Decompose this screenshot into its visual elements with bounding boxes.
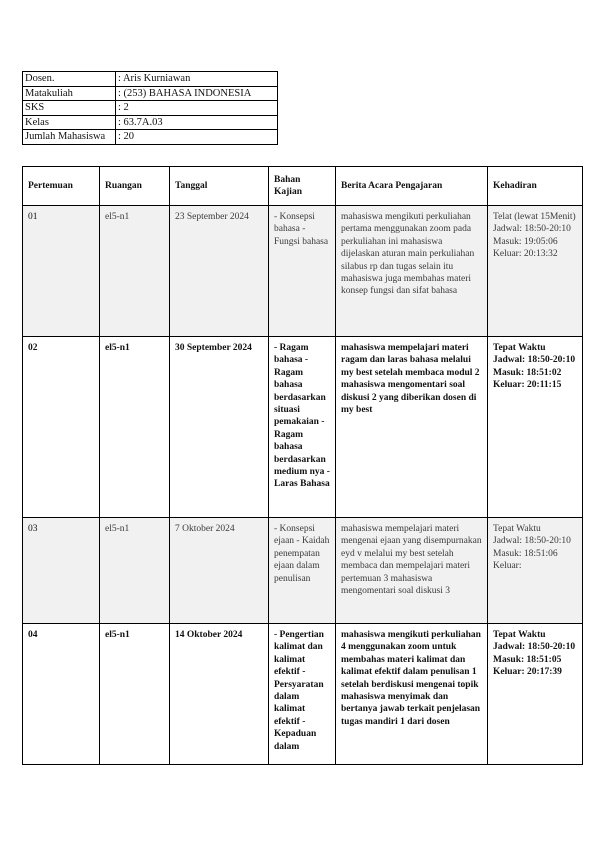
header-bahan-kajian: Bahan Kajian [269,167,336,206]
cell-berita-acara: mahasiswa mengikuti perkuliahan pertama menggunakan zoom pada perkuliahan ini mahasiswa dijelaskan aturan main perkuliahan silabus rp dan tugas selain itu mahasiswa juga membahas materi konsep fungsi dan sifat bahasa [336,206,488,337]
cell-kehadiran [488,206,583,337]
table-row [23,624,583,765]
attendance-keluar: Keluar: 20:11:15 [493,380,562,391]
cell-kehadiran [488,337,583,518]
header-kehadiran: Kehadiran [488,167,583,206]
info-row-kelas [23,115,278,130]
attendance-masuk: Masuk: 19:05:06 [493,236,558,247]
attendance-keluar: Keluar: 20:13:32 [493,249,558,260]
attendance-jadwal: Jadwal: 18:50-20:10 [493,355,576,366]
info-row-dosen [23,72,278,87]
cell-pertemuan: 02 [23,337,100,518]
cell-kehadiran [488,624,583,765]
info-value: : 20 [116,130,278,145]
cell-pertemuan: 04 [23,624,100,765]
header-ruangan: Ruangan [100,167,170,206]
attendance-masuk: Masuk: 18:51:06 [493,548,558,559]
cell-ruangan: el5-n1 [100,624,170,765]
attendance-jadwal: Jadwal: 18:50-20:10 [493,536,571,547]
cell-ruangan: el5-n1 [100,206,170,337]
table-header [23,167,583,206]
cell-kehadiran [488,518,583,624]
header-tanggal: Tanggal [170,167,269,206]
attendance-table [22,166,583,765]
info-value: : 2 [116,101,278,116]
info-value: : (253) BAHASA INDONESIA [116,86,278,101]
table-row [23,337,583,518]
info-label: SKS [23,101,116,116]
info-row-matakuliah [23,86,278,101]
attendance-masuk: Masuk: 18:51:02 [493,367,562,378]
cell-ruangan: el5-n1 [100,518,170,624]
cell-berita-acara: mahasiswa mempelajari materi mengenai ejaan yang disempurnakan eyd v melalui my best setelah membaca dan mempelajari materi pertemuan 3 mahasiswa mengomentari soal diskusi 3 [336,518,488,624]
attendance-keluar: Keluar: 20:17:39 [493,667,562,678]
attendance-status: Tepat Waktu [493,524,541,534]
header-berita-acara: Berita Acara Pengajaran [336,167,488,206]
attendance-jadwal: Jadwal: 18:50-20:10 [493,224,571,235]
info-row-jumlah [23,130,278,145]
cell-tanggal: 23 September 2024 [170,206,269,337]
info-label: Dosen. [23,72,116,87]
cell-bahan-kajian: - Konsepsi bahasa - Fungsi bahasa [269,206,336,337]
cell-pertemuan: 03 [23,518,100,624]
cell-berita-acara: mahasiswa mempelajari materi ragam dan laras bahasa melalui my best setelah membaca modul 2 mahasiswa mengomentari soal diskusi 2 yang diberikan dosen di my best [336,337,488,518]
info-value: : 63.7A.03 [116,115,278,130]
cell-tanggal: 7 Oktober 2024 [170,518,269,624]
cell-tanggal: 14 Oktober 2024 [170,624,269,765]
course-info-table [22,71,278,145]
cell-berita-acara: mahasiswa mengikuti perkuliahan 4 menggunakan zoom untuk membahas materi kalimat dan kalimat efektif dalam penulisan 1 setelah berdiskusi mengenai topik mahasiswa menyimak dan bertanya jawab terkait penjelasan tugas mandiri 1 dari dosen [336,624,488,765]
table-row [23,518,583,624]
info-row-sks [23,101,278,116]
cell-bahan-kajian: - Konsepsi ejaan - Kaidah penempatan ejaan dalam penulisan [269,518,336,624]
info-value: : Aris Kurniawan [116,72,278,87]
cell-bahan-kajian: - Ragam bahasa - Ragam bahasa berdasarkan situasi pemakaian - Ragam bahasa berdasarkan medium nya - Laras Bahasa [269,337,336,518]
cell-bahan-kajian: - Pengertian kalimat dan kalimat efektif - Persyaratan dalam kalimat efektif - Kepaduan dalam [269,624,336,765]
attendance-keluar: Keluar: [493,561,522,572]
attendance-masuk: Masuk: 18:51:05 [493,654,562,665]
info-label: Kelas [23,115,116,130]
cell-ruangan: el5-n1 [100,337,170,518]
info-label: Matakuliah [23,86,116,101]
attendance-status: Tepat Waktu [493,630,546,640]
attendance-status: Tepat Waktu [493,343,546,353]
cell-pertemuan: 01 [23,206,100,337]
attendance-jadwal: Jadwal: 18:50-20:10 [493,642,576,653]
info-label: Jumlah Mahasiswa [23,130,116,145]
header-pertemuan: Pertemuan [23,167,100,206]
cell-tanggal: 30 September 2024 [170,337,269,518]
table-row [23,206,583,337]
attendance-status: Telat (lewat 15Menit) [493,212,576,222]
